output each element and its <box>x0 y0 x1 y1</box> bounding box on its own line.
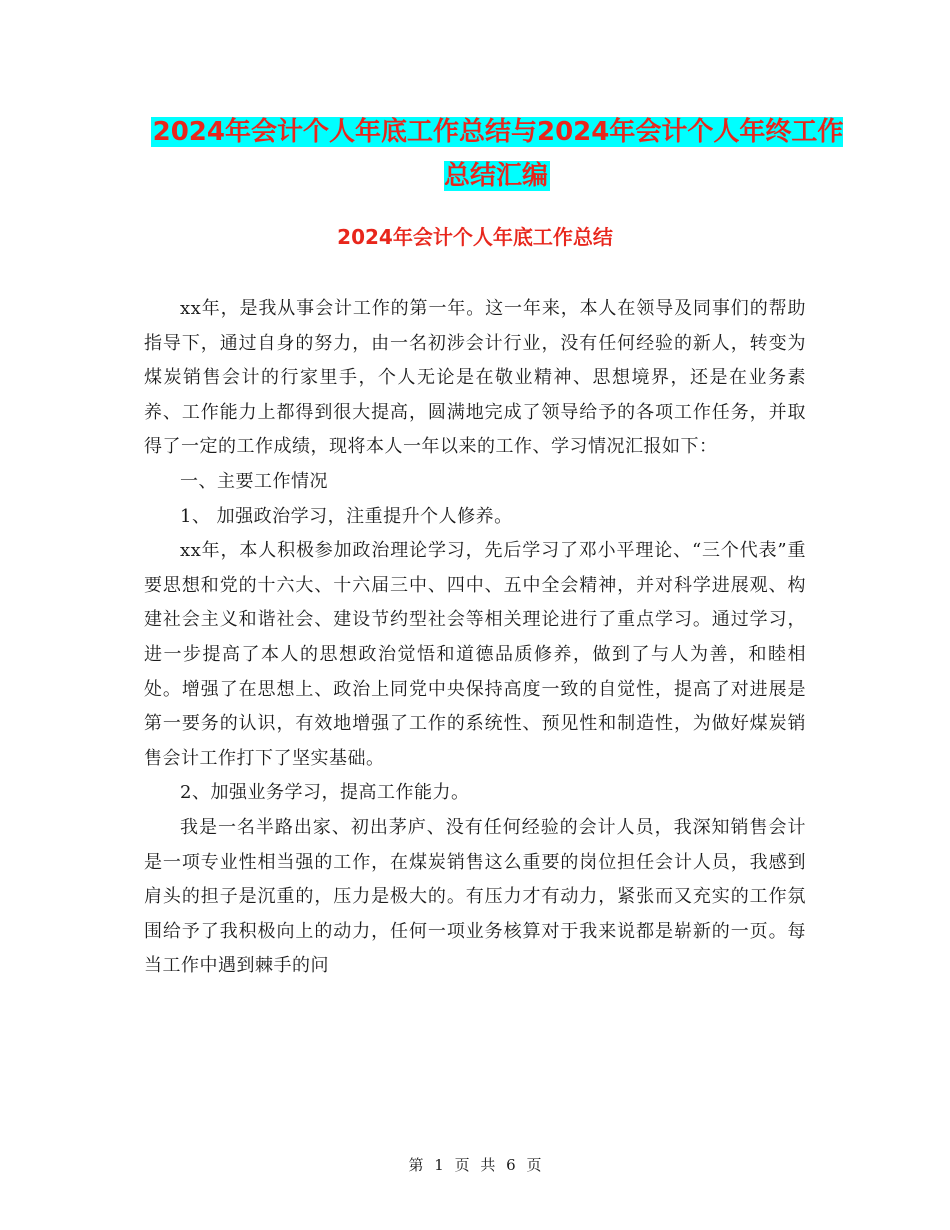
document-body <box>144 292 806 984</box>
heading-political-study: 1、 加强政治学习，注重提升个人修养。 <box>180 505 513 527</box>
document-title <box>140 110 854 198</box>
paragraph-business-study: 我是一名半路出家、初出茅庐、没有任何经验的会计人员，我深知销售会计是一项专业性相当强的工作，在煤炭销售这么重要的岗位担任会计人员，我感到肩头的担子是沉重的，压力是极大的。有压力才有动力，紧张而又充实的工作氛围给予了我积极向上的动力，任何一项业务核算对于我来说都是崭新的一页。每当工作中遇到棘手的问 <box>144 816 806 977</box>
heading-business-study: 2、加强业务学习，提高工作能力。 <box>180 782 470 804</box>
paragraph-political-study: xx年，本人积极参加政治理论学习，先后学习了邓小平理论、“三个代表”重要思想和党的十六大、十六届三中、四中、五中全会精神，并对科学进展观、构建社会主义和谐社会、建设节约型社会等相关理论进行了重点学习。通过学习，进一步提高了本人的思想政治觉悟和道德品质修养，做到了与人为善，和睦相处。增强了在思想上、政治上同党中央保持高度一致的自觉性，提高了对进展是第一要务的认识，有效地增强了工作的系统性、预见性和制造性，为做好煤炭销售会计工作打下了坚实基础。 <box>144 540 806 769</box>
paragraph-intro: xx年，是我从事会计工作的第一年。这一年来，本人在领导及同事们的帮助指导下，通过自身的努力，由一名初涉会计行业，没有任何经验的新人，转变为煤炭销售会计的行家里手，个人无论是在敬业精神、思想境界，还是在业务素养、工作能力上都得到很大提高，圆满地完成了领导给予的各项工作任务，并取得了一定的工作成绩，现将本人一年以来的工作、学习情况汇报如下： <box>144 298 806 458</box>
section-title: 2024年会计个人年底工作总结 <box>337 225 613 249</box>
page-footer: 第 1 页 共 6 页 <box>408 1156 542 1174</box>
heading-main-work: 一、主要工作情况 <box>180 470 328 492</box>
title-highlight: 2024年会计个人年底工作总结与2024年会计个人年终工作总结汇编 <box>152 117 844 191</box>
